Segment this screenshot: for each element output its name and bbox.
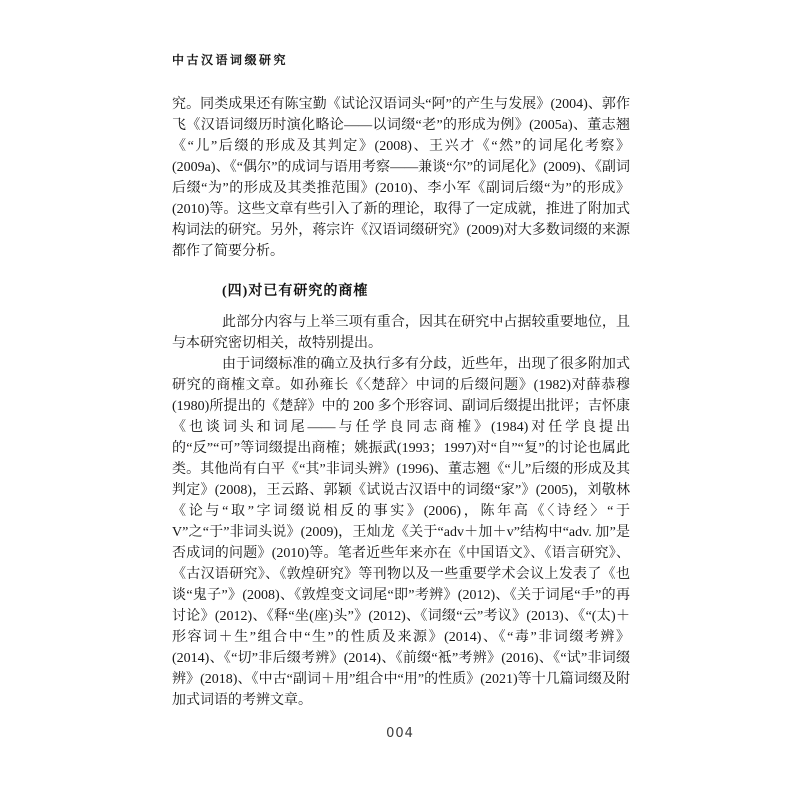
section-heading: (四)对已有研究的商榷 (222, 284, 369, 299)
running-header: 中古汉语词缀研究 (172, 53, 289, 67)
paragraph: 此部分内容与上举三项有重合，因其在研究中占据较重要地位，且与本研究密切相关，故特别提出。 (172, 315, 630, 351)
page-number: 004 (386, 726, 414, 741)
continuation-paragraph: 究。同类成果还有陈宝勤《试论汉语词头“阿”的产生与发展》(2004)、郭作飞《汉语词缀历时演化略论——以词缀“老”的形成为例》(2005a)、董志翘《“儿”后缀的形成及其判定》(2008)、王兴才《“然”的词尾化考察》(2009a)、《“偶尔”的成词与语用考察——兼谈“尔”的词尾化》(2009)、《副词后缀“为”的形成及其类推范围》(2010)、李小军《副词后缀“为”的形成》(2010)等。这些文章有些引入了新的理论，取得了一定成就，推进了附加式构词法的研究。另外，蒋宗许《汉语词缀研究》(2009)对大多数词缀的来源都作了简要分析。 (172, 97, 630, 259)
paragraph: 由于词缀标准的确立及执行多有分歧，近些年，出现了很多附加式研究的商榷文章。如孙雍长《〈楚辞〉中词的后缀问题》(1982)对薛恭穆(1980)所提出的《楚辞》中的 200 多个形容词、副词后缀提出批评；吉怀康《也谈词头和词尾——与任学良同志商榷》(1984)对任学良提出的“反”“可”等词缀提出商榷；姚振武(1993；1997)对“自”“复”的讨论也属此类。其他尚有白平《“其”非词头辨》(1996)、董志翘《“儿”后缀的形成及其判定》(2008)，王云路、郭颖《试说古汉语中的词缀“家”》(2005)，刘敬林《论与“取”字词缀说相反的事实》(2006)，陈年高《〈诗经〉“于 V”之“于”非词头说》(2009)，王灿龙《关于“adv＋加＋v”结构中“adv. 加”是否成词的问题》(2010)等。笔者近些年来亦在《中国语文》、《语言研究》、《古汉语研究》、《敦煌研究》等刊物以及一些重要学术会议上发表了《也谈“鬼子”》(2008)、《敦煌变文词尾“即”考辨》(2012)、《关于词尾“手”的再讨论》(2012)、《释“坐(座)头”》(2012)、《词缀“云”考议》(2013)、《“(太)＋形容词＋生”组合中“生”的性质及来源》(2014)、《“毒”非词缀考辨》(2014)、《“切”非后缀考辨》(2014)、《前缀“袛”考辨》(2016)、《“试”非词缀辨》(2018)、《中古“副词＋用”组合中“用”的性质》(2021)等十几篇词缀及附加式词语的考辨文章。 (172, 357, 630, 708)
body-text-block (172, 94, 630, 711)
